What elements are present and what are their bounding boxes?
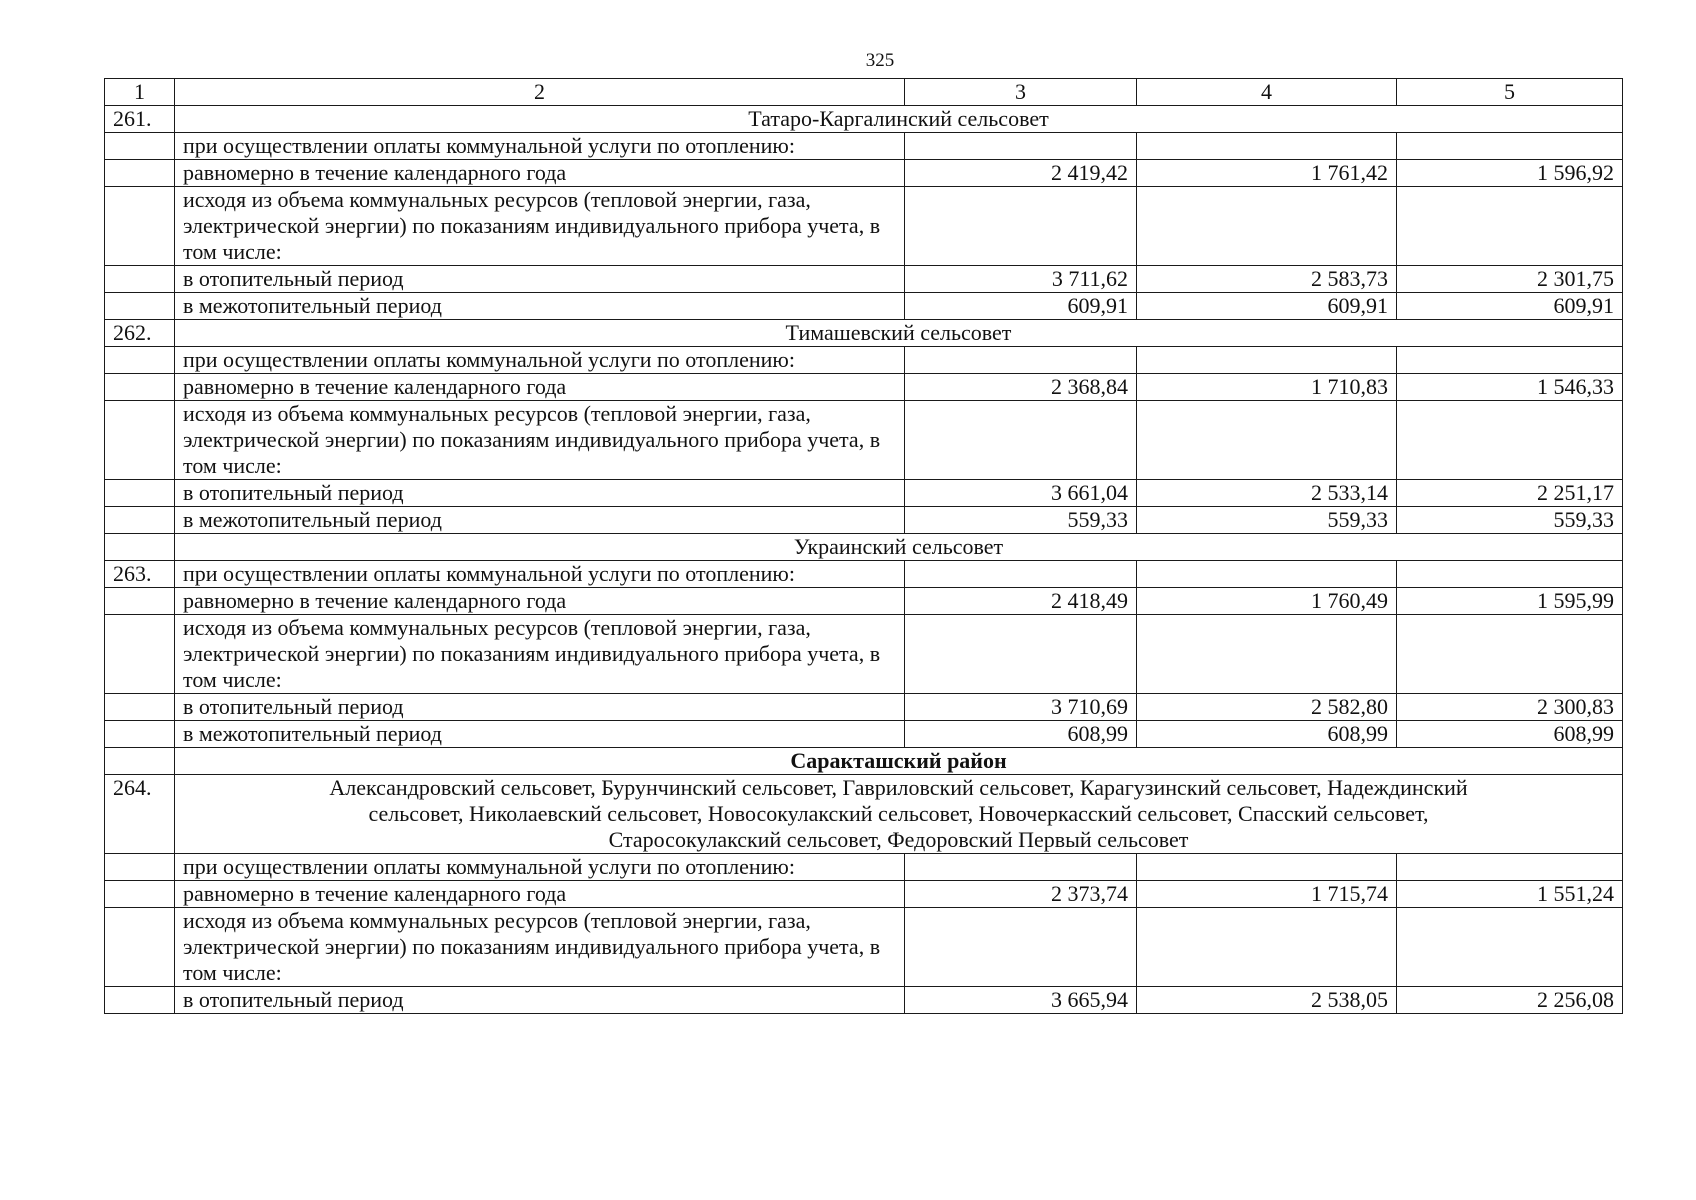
table-row <box>105 881 1623 908</box>
section-title: Александровский сельсовет, Бурунчинский сельсовет, Гавриловский сельсовет, Карагузинский сельсовет, Надеждинский сельсовет, Николаевский сельсовет, Новосокулакский сельсовет, Новочеркасский сельсовет, Спасский сельсовет, Старосокулакский сельсовет, Федоровский Первый сельсовет <box>175 775 1623 854</box>
value-column-5: 1 551,24 <box>1397 881 1623 908</box>
row-number <box>105 534 175 561</box>
value-column-4: 608,99 <box>1137 721 1397 748</box>
value-column-5 <box>1397 908 1623 987</box>
row-number: 261. <box>105 106 175 133</box>
table-row <box>105 561 1623 588</box>
section-header-row <box>105 775 1623 854</box>
row-number <box>105 401 175 480</box>
section-title: Татаро-Каргалинский сельсовет <box>175 106 1623 133</box>
value-column-3 <box>905 615 1137 694</box>
value-column-5: 2 301,75 <box>1397 266 1623 293</box>
row-number <box>105 480 175 507</box>
value-column-3: 3 661,04 <box>905 480 1137 507</box>
value-column-3: 3 710,69 <box>905 694 1137 721</box>
value-column-5: 2 300,83 <box>1397 694 1623 721</box>
row-description: при осуществлении оплаты коммунальной услуги по отоплению: <box>175 561 905 588</box>
table-row <box>105 854 1623 881</box>
value-column-5: 608,99 <box>1397 721 1623 748</box>
table-row <box>105 987 1623 1014</box>
district-title: Саракташский район <box>175 748 1623 775</box>
value-column-5 <box>1397 133 1623 160</box>
value-column-5: 1 595,99 <box>1397 588 1623 615</box>
value-column-4 <box>1137 615 1397 694</box>
row-description: в отопительный период <box>175 694 905 721</box>
row-description: в межотопительный период <box>175 721 905 748</box>
tariff-table-body <box>105 79 1623 1014</box>
table-row <box>105 721 1623 748</box>
value-column-5 <box>1397 401 1623 480</box>
value-column-4 <box>1137 347 1397 374</box>
value-column-4: 2 533,14 <box>1137 480 1397 507</box>
value-column-3: 2 419,42 <box>905 160 1137 187</box>
row-number <box>105 908 175 987</box>
column-header-3: 3 <box>905 79 1137 106</box>
row-number <box>105 187 175 266</box>
table-row <box>105 401 1623 480</box>
value-column-3 <box>905 908 1137 987</box>
value-column-5 <box>1397 854 1623 881</box>
section-title: Тимашевский сельсовет <box>175 320 1623 347</box>
table-row <box>105 187 1623 266</box>
row-description: при осуществлении оплаты коммунальной услуги по отоплению: <box>175 347 905 374</box>
value-column-3: 608,99 <box>905 721 1137 748</box>
row-description: в отопительный период <box>175 987 905 1014</box>
value-column-3: 2 368,84 <box>905 374 1137 401</box>
column-header-5: 5 <box>1397 79 1623 106</box>
value-column-5 <box>1397 347 1623 374</box>
row-number <box>105 854 175 881</box>
value-column-5: 609,91 <box>1397 293 1623 320</box>
row-description: равномерно в течение календарного года <box>175 374 905 401</box>
value-column-4 <box>1137 187 1397 266</box>
section-header-row <box>105 106 1623 133</box>
table-row <box>105 266 1623 293</box>
row-number <box>105 615 175 694</box>
row-number <box>105 293 175 320</box>
row-description: в межотопительный период <box>175 293 905 320</box>
value-column-5: 2 251,17 <box>1397 480 1623 507</box>
section-title: Украинский сельсовет <box>175 534 1623 561</box>
column-header-1: 1 <box>105 79 175 106</box>
value-column-4: 609,91 <box>1137 293 1397 320</box>
row-description: равномерно в течение календарного года <box>175 881 905 908</box>
value-column-5: 559,33 <box>1397 507 1623 534</box>
value-column-3: 3 711,62 <box>905 266 1137 293</box>
value-column-5 <box>1397 187 1623 266</box>
table-row <box>105 480 1623 507</box>
row-description: в межотопительный период <box>175 507 905 534</box>
value-column-5: 1 546,33 <box>1397 374 1623 401</box>
column-number-row <box>105 79 1623 106</box>
value-column-4 <box>1137 854 1397 881</box>
row-description: в отопительный период <box>175 266 905 293</box>
value-column-3 <box>905 133 1137 160</box>
row-number <box>105 160 175 187</box>
value-column-3 <box>905 187 1137 266</box>
row-description: исходя из объема коммунальных ресурсов (тепловой энергии, газа, электрической энергии) по показаниям индивидуального прибора учета, в том числе: <box>175 615 905 694</box>
row-description: исходя из объема коммунальных ресурсов (тепловой энергии, газа, электрической энергии) по показаниям индивидуального прибора учета, в том числе: <box>175 908 905 987</box>
row-number: 263. <box>105 561 175 588</box>
table-row <box>105 908 1623 987</box>
row-number <box>105 881 175 908</box>
value-column-3 <box>905 401 1137 480</box>
row-description: равномерно в течение календарного года <box>175 588 905 615</box>
table-row <box>105 347 1623 374</box>
row-number: 262. <box>105 320 175 347</box>
row-number <box>105 694 175 721</box>
value-column-3 <box>905 347 1137 374</box>
value-column-5 <box>1397 561 1623 588</box>
row-description: при осуществлении оплаты коммунальной услуги по отоплению: <box>175 133 905 160</box>
value-column-4 <box>1137 908 1397 987</box>
value-column-4: 2 582,80 <box>1137 694 1397 721</box>
row-number <box>105 347 175 374</box>
row-number <box>105 721 175 748</box>
row-number: 264. <box>105 775 175 854</box>
row-number <box>105 748 175 775</box>
value-column-4: 1 710,83 <box>1137 374 1397 401</box>
value-column-4 <box>1137 561 1397 588</box>
section-header-row <box>105 320 1623 347</box>
value-column-5 <box>1397 615 1623 694</box>
table-row <box>105 507 1623 534</box>
value-column-5: 1 596,92 <box>1397 160 1623 187</box>
value-column-3: 559,33 <box>905 507 1137 534</box>
value-column-4: 1 760,49 <box>1137 588 1397 615</box>
column-header-4: 4 <box>1137 79 1397 106</box>
district-header-row <box>105 748 1623 775</box>
value-column-3: 2 418,49 <box>905 588 1137 615</box>
value-column-4 <box>1137 133 1397 160</box>
value-column-3: 2 373,74 <box>905 881 1137 908</box>
row-number <box>105 266 175 293</box>
value-column-3: 609,91 <box>905 293 1137 320</box>
value-column-4: 2 583,73 <box>1137 266 1397 293</box>
row-description: равномерно в течение календарного года <box>175 160 905 187</box>
table-row <box>105 615 1623 694</box>
row-description: при осуществлении оплаты коммунальной услуги по отоплению: <box>175 854 905 881</box>
value-column-3: 3 665,94 <box>905 987 1137 1014</box>
row-description: исходя из объема коммунальных ресурсов (тепловой энергии, газа, электрической энергии) по показаниям индивидуального прибора учета, в том числе: <box>175 401 905 480</box>
table-row <box>105 588 1623 615</box>
row-number <box>105 374 175 401</box>
row-number <box>105 588 175 615</box>
table-row <box>105 374 1623 401</box>
table-row <box>105 293 1623 320</box>
table-row <box>105 160 1623 187</box>
section-header-row <box>105 534 1623 561</box>
value-column-4: 559,33 <box>1137 507 1397 534</box>
value-column-4: 1 715,74 <box>1137 881 1397 908</box>
column-header-2: 2 <box>175 79 905 106</box>
row-number <box>105 507 175 534</box>
tariff-table <box>104 78 1623 1014</box>
value-column-3 <box>905 561 1137 588</box>
value-column-4 <box>1137 401 1397 480</box>
row-description: исходя из объема коммунальных ресурсов (тепловой энергии, газа, электрической энергии) по показаниям индивидуального прибора учета, в том числе: <box>175 187 905 266</box>
value-column-4: 1 761,42 <box>1137 160 1397 187</box>
page-number: 325 <box>865 50 895 71</box>
table-row <box>105 694 1623 721</box>
value-column-5: 2 256,08 <box>1397 987 1623 1014</box>
row-number <box>105 987 175 1014</box>
value-column-3 <box>905 854 1137 881</box>
row-number <box>105 133 175 160</box>
table-row <box>105 133 1623 160</box>
value-column-4: 2 538,05 <box>1137 987 1397 1014</box>
row-description: в отопительный период <box>175 480 905 507</box>
